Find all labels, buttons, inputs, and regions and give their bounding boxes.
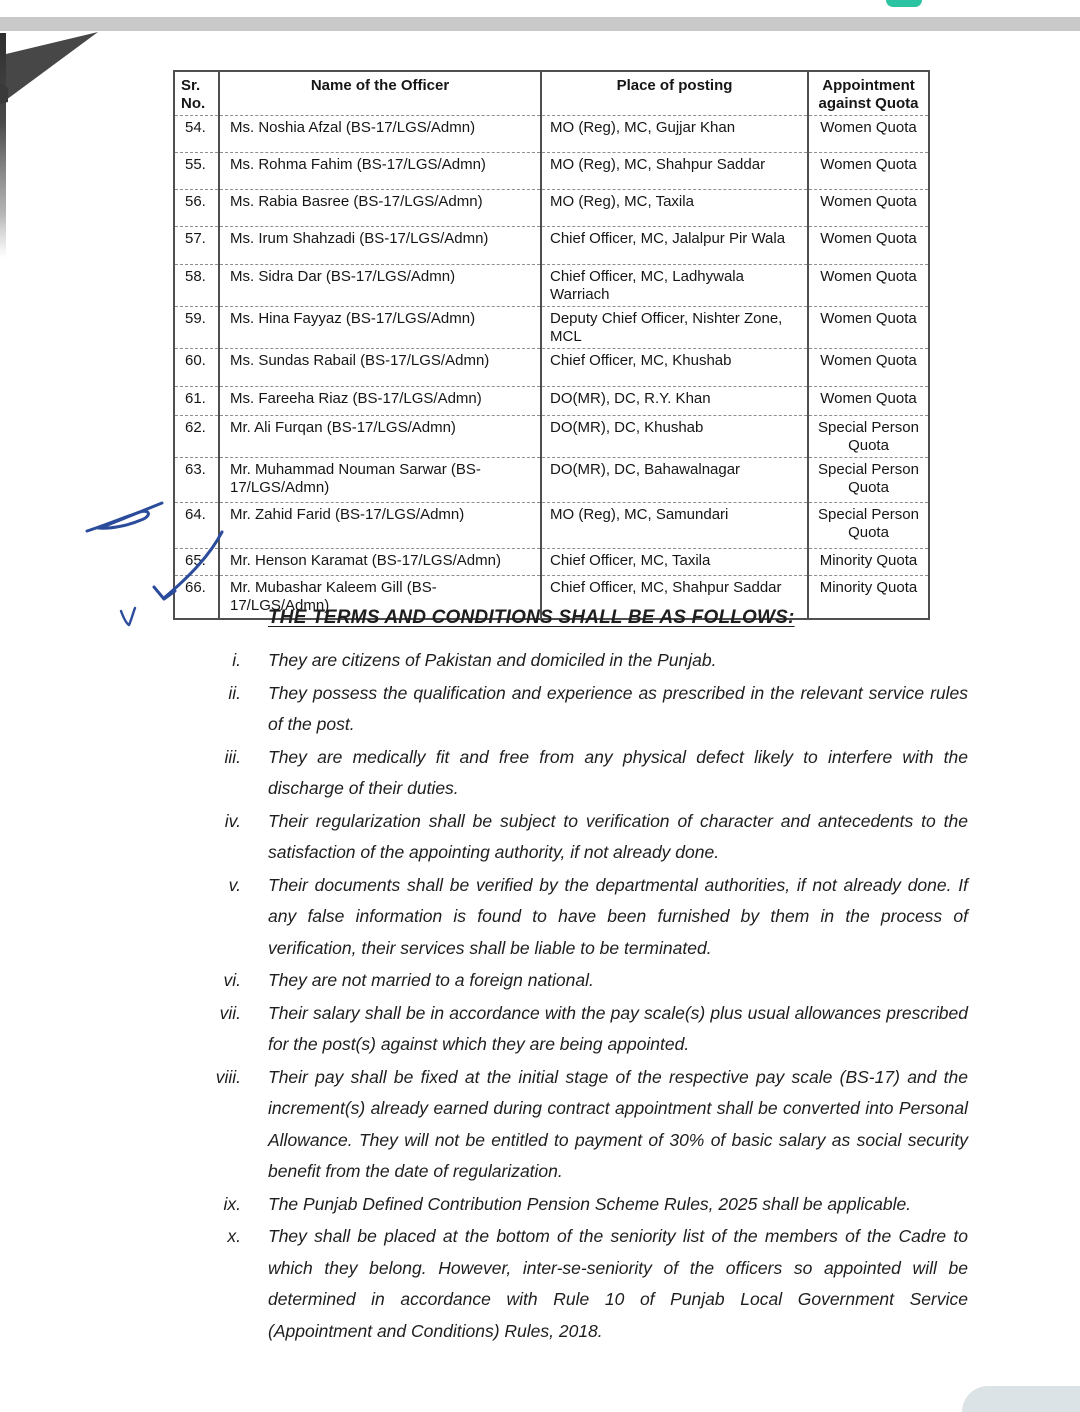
cell-sr: 65. xyxy=(174,549,219,576)
term-text: They shall be placed at the bottom of the seniority list of the members of the Cadre to which they belong. However, inter-se-seniority of the officers so appointed will be determined in accordance with Rule 10 of Punjab Local Government Service (Appointment and Conditions) Rules, 2018. xyxy=(268,1226,968,1341)
term-item xyxy=(0,1221,1080,1347)
term-number: i. xyxy=(232,650,241,670)
ink-flourish-scribble-mark xyxy=(100,503,162,528)
table-row xyxy=(174,503,929,549)
cell-sr: 63. xyxy=(174,458,219,503)
page-fold-corner-nub xyxy=(0,82,8,104)
cell-quota: Women Quota xyxy=(808,153,929,190)
table-row xyxy=(174,416,929,458)
cell-quota: Special Person Quota xyxy=(808,416,929,458)
cell-place: MO (Reg), MC, Samundari xyxy=(541,503,808,549)
term-text: Their pay shall be fixed at the initial stage of the respective pay scale (BS-17) and the increment(s) already earned during contract appointment shall be converted into Personal Allowance. They will not be entitled to payment of 30% of basic salary as social security benefit from the date of regularization. xyxy=(268,1066,968,1181)
cell-place: Chief Officer, MC, Ladhywala Warriach xyxy=(541,265,808,307)
cell-place: Chief Officer, MC, Khushab xyxy=(541,349,808,387)
term-text: They possess the qualification and experience as prescribed in the relevant service rules of the post. xyxy=(268,682,968,734)
cell-place: MO (Reg), MC, Taxila xyxy=(541,190,808,227)
cell-sr: 59. xyxy=(174,307,219,349)
cell-sr: 62. xyxy=(174,416,219,458)
term-number: vi. xyxy=(223,970,241,990)
cell-place: DO(MR), DC, Bahawalnagar xyxy=(541,458,808,503)
term-number: ix. xyxy=(223,1193,241,1214)
term-number: viii. xyxy=(215,1066,241,1087)
cell-name: Ms. Rabia Basree (BS-17/LGS/Admn) xyxy=(219,190,541,227)
ink-down-left-arrowhead xyxy=(154,587,175,599)
cell-name: Ms. Irum Shahzadi (BS-17/LGS/Admn) xyxy=(219,227,541,265)
cell-name: Mr. Ali Furqan (BS-17/LGS/Admn) xyxy=(219,416,541,458)
term-item xyxy=(0,998,1080,1061)
term-item xyxy=(0,742,1080,805)
table-header-row xyxy=(174,71,929,116)
cell-name: Ms. Hina Fayyaz (BS-17/LGS/Admn) xyxy=(219,307,541,349)
terms-section xyxy=(0,607,1080,1348)
column-header-name: Name of the Officer xyxy=(219,71,541,116)
table-row xyxy=(174,307,929,349)
cell-sr: 56. xyxy=(174,190,219,227)
term-item xyxy=(0,1062,1080,1188)
corner-rounded-shape xyxy=(962,1386,1080,1412)
term-item xyxy=(0,1189,1080,1221)
term-number: iv. xyxy=(224,810,241,831)
cell-place: MO (Reg), MC, Shahpur Saddar xyxy=(541,153,808,190)
cell-quota: Women Quota xyxy=(808,227,929,265)
cell-name: Ms. Sidra Dar (BS-17/LGS/Admn) xyxy=(219,265,541,307)
cell-quota: Women Quota xyxy=(808,349,929,387)
term-item xyxy=(0,678,1080,741)
term-number: x. xyxy=(227,1226,241,1246)
page-fold-corner xyxy=(6,32,98,100)
table-row xyxy=(174,458,929,503)
cell-quota: Women Quota xyxy=(808,307,929,349)
teal-pill xyxy=(886,0,922,7)
table-row xyxy=(174,387,929,416)
cell-name: Mr. Zahid Farid (BS-17/LGS/Admn) xyxy=(219,503,541,549)
column-header-place: Place of posting xyxy=(541,71,808,116)
cell-name: Mr. Mubashar Kaleem Gill (BS-17/LGS/Admn) xyxy=(219,576,541,619)
cell-sr: 55. xyxy=(174,153,219,190)
term-item xyxy=(0,645,1080,677)
cell-place: DO(MR), DC, Khushab xyxy=(541,416,808,458)
term-number: iii. xyxy=(224,746,241,767)
cell-place: Deputy Chief Officer, Nishter Zone, MCL xyxy=(541,307,808,349)
ink-flourish-scribble-underline xyxy=(87,511,148,531)
cell-quota: Women Quota xyxy=(808,190,929,227)
cell-name: Ms. Noshia Afzal (BS-17/LGS/Admn) xyxy=(219,116,541,153)
table-row xyxy=(174,265,929,307)
officers-table xyxy=(173,70,930,620)
term-text: Their salary shall be in accordance with the pay scale(s) plus usual allowances prescribed for the post(s) against which they are being appointed. xyxy=(268,1002,968,1054)
term-item xyxy=(0,870,1080,965)
cell-sr: 57. xyxy=(174,227,219,265)
term-text: They are not married to a foreign national. xyxy=(268,970,594,990)
cell-quota: Minority Quota xyxy=(808,549,929,576)
cell-quota: Women Quota xyxy=(808,116,929,153)
term-number: vii. xyxy=(219,1002,241,1023)
term-text: They are medically fit and free from any physical defect likely to interfere with the discharge of their duties. xyxy=(268,746,968,798)
cell-quota: Minority Quota xyxy=(808,576,929,619)
scanner-edge-strip xyxy=(0,33,6,258)
cell-name: Mr. Muhammad Nouman Sarwar (BS-17/LGS/Admn) xyxy=(219,458,541,503)
cell-sr: 58. xyxy=(174,265,219,307)
table-row xyxy=(174,549,929,576)
term-number: ii. xyxy=(228,682,241,703)
term-text: Their documents shall be verified by the departmental authorities, if not already done. If any false information is found to have been furnished by them in the process of verification, their services shall be liable to be terminated. xyxy=(268,874,968,958)
cell-place: Chief Officer, MC, Jalalpur Pir Wala xyxy=(541,227,808,265)
table-row xyxy=(174,153,929,190)
cell-name: Ms. Fareeha Riaz (BS-17/LGS/Admn) xyxy=(219,387,541,416)
term-number: v. xyxy=(228,874,241,895)
cell-sr: 54. xyxy=(174,116,219,153)
cell-place: Chief Officer, MC, Taxila xyxy=(541,549,808,576)
cell-quota: Special Person Quota xyxy=(808,503,929,549)
cell-quota: Special Person Quota xyxy=(808,458,929,503)
term-text: They are citizens of Pakistan and domiciled in the Punjab. xyxy=(268,650,717,670)
table-row xyxy=(174,227,929,265)
cell-sr: 66. xyxy=(174,576,219,619)
cell-sr: 60. xyxy=(174,349,219,387)
cell-quota: Women Quota xyxy=(808,265,929,307)
cell-name: Mr. Henson Karamat (BS-17/LGS/Admn) xyxy=(219,549,541,576)
cell-sr: 64. xyxy=(174,503,219,549)
cell-place: DO(MR), DC, R.Y. Khan xyxy=(541,387,808,416)
cell-place: MO (Reg), MC, Gujjar Khan xyxy=(541,116,808,153)
table-row xyxy=(174,190,929,227)
cell-place: Chief Officer, MC, Shahpur Saddar xyxy=(541,576,808,619)
terms-heading: THE TERMS AND CONDITIONS SHALL BE AS FOLLOWS: xyxy=(268,607,795,628)
table-row xyxy=(174,116,929,153)
table-row xyxy=(174,349,929,387)
cell-sr: 61. xyxy=(174,387,219,416)
term-text: Their regularization shall be subject to verification of character and antecedents to the satisfaction of the appointing authority, if not already done. xyxy=(268,810,968,862)
column-header-sr: Sr. No. xyxy=(174,71,219,116)
scan-gray-band xyxy=(0,17,1080,31)
cell-name: Ms. Sundas Rabail (BS-17/LGS/Admn) xyxy=(219,349,541,387)
cell-name: Ms. Rohma Fahim (BS-17/LGS/Admn) xyxy=(219,153,541,190)
term-text: The Punjab Defined Contribution Pension Scheme Rules, 2025 shall be applicable. xyxy=(268,1193,912,1214)
cell-quota: Women Quota xyxy=(808,387,929,416)
term-item xyxy=(0,806,1080,869)
column-header-quota: Appointment against Quota xyxy=(808,71,929,116)
term-item xyxy=(0,965,1080,997)
